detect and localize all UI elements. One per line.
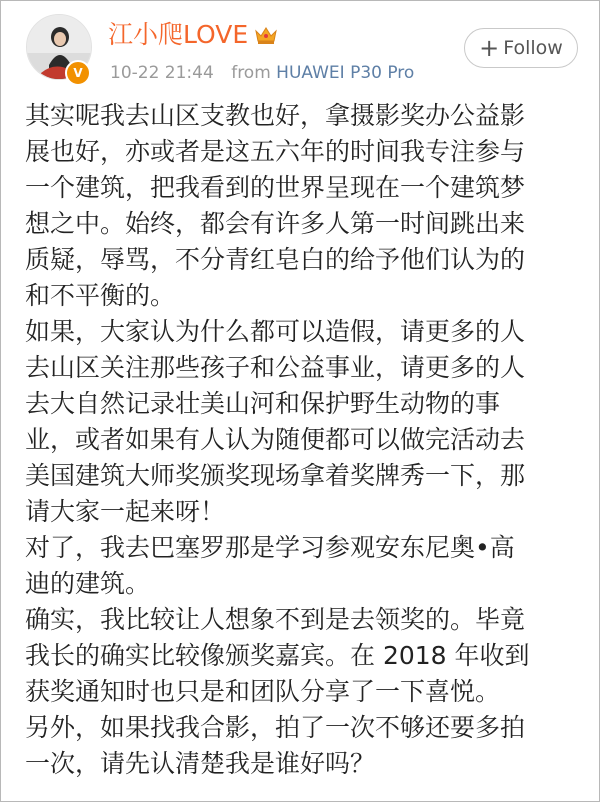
text-line: 一个建筑，把我看到的世界呈现在一个建筑梦 (25, 173, 526, 202)
post-content (25, 98, 585, 782)
paragraph (25, 710, 585, 782)
follow-button[interactable] (464, 28, 578, 68)
paragraph (25, 98, 585, 314)
plus-icon: + (479, 34, 500, 62)
text-line: 请大家一起来呀！ (25, 497, 226, 526)
verified-badge-icon: V (65, 60, 91, 86)
text-line: 确实，我比较让人想象不到是去领奖的。毕竟 (25, 605, 526, 634)
paragraph (25, 530, 585, 602)
text-line: 我长的确实比较像颁奖嘉宾。在 2018 年收到 (25, 641, 530, 670)
text-line: 去大自然记录壮美山河和保护野生动物的事 (25, 389, 501, 418)
text-line: 想之中。始终，都会有许多人第一时间跳出来 (25, 209, 526, 238)
crown-icon (254, 25, 278, 45)
text-line: 获奖通知时也只是和团队分享了一下喜悦。 (25, 677, 501, 706)
post-meta (110, 62, 414, 84)
text-line: 对了，我去巴塞罗那是学习参观安东尼奥•高 (25, 533, 515, 562)
text-line: 展也好，亦或者是这五六年的时间我专注参与 (25, 137, 526, 166)
text-line: 另外，如果找我合影，拍了一次不够还要多拍 (25, 713, 526, 742)
text-line: 和不平衡的。 (25, 281, 176, 310)
text-line: 质疑，辱骂，不分青红皂白的给予他们认为的 (25, 245, 526, 274)
text-line: 一次，请先认清楚我是谁好吗？ (25, 749, 376, 778)
source-prefix: from (231, 63, 271, 83)
post-header (0, 0, 600, 96)
username[interactable]: 江小爬LOVE (108, 20, 249, 49)
text-line: 业，或者如果有人认为随便都可以做完活动去 (25, 425, 526, 454)
text-line: 去山区关注那些孩子和公益事业，请更多的人 (25, 353, 526, 382)
text-line: 美国建筑大师奖颁奖现场拿着奖牌秀一下，那 (25, 461, 526, 490)
text-line: 如果，大家认为什么都可以造假，请更多的人 (25, 317, 526, 346)
timestamp: 10-22 21:44 (110, 63, 214, 83)
text-line: 其实呢我去山区支教也好，拿摄影奖办公益影 (25, 101, 526, 130)
follow-label: Follow (503, 37, 563, 59)
paragraph (25, 602, 585, 710)
text-line: 迪的建筑。 (25, 569, 151, 598)
paragraph (25, 314, 585, 530)
source-device[interactable]: HUAWEI P30 Pro (276, 63, 415, 83)
username-row (108, 18, 278, 52)
